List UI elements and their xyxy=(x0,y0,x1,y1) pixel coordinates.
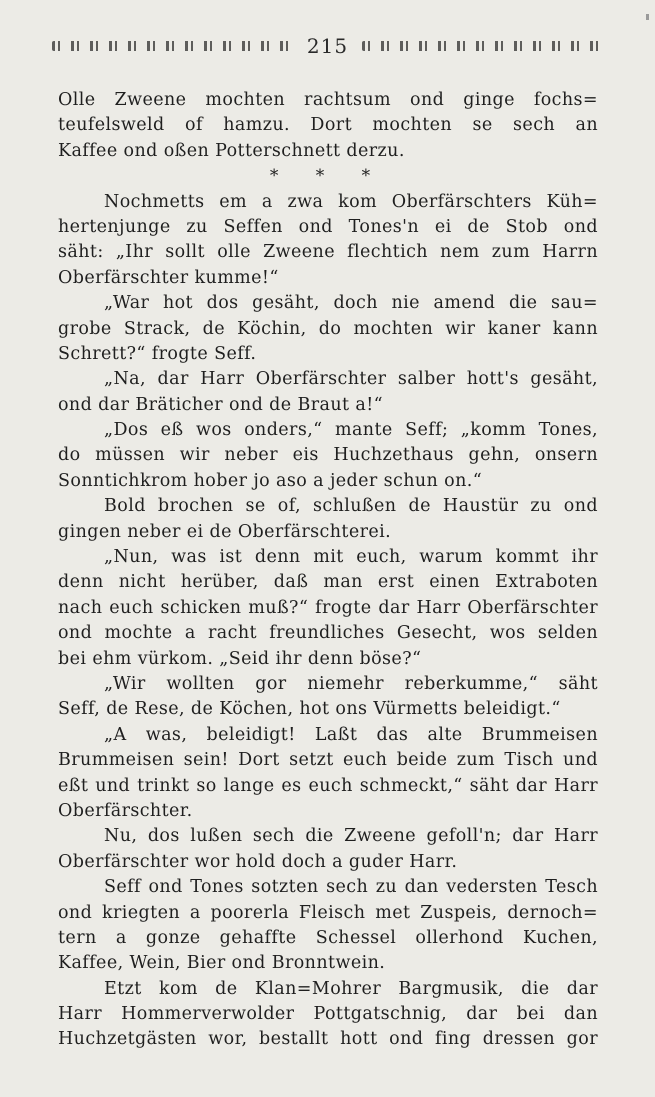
text-line: do müssen wir neber eis Huchzethaus gehn, onsern xyxy=(58,445,598,466)
text-line: Schrett?“ frogte Seff. xyxy=(58,343,257,364)
text-line: Harr Hommerverwolder Pottgatschnig, dar bei dan xyxy=(58,1004,598,1025)
text-line: „War hot dos gesäht, doch nie amend die sau= xyxy=(104,293,598,314)
text-line: säht: „Ihr sollt olle Zweene flechtich nem zum Harrn xyxy=(58,242,598,263)
text-line: „Na, dar Harr Oberfärschter salber hott's gesäht, xyxy=(104,369,598,390)
text-line: hertenjunge zu Seffen ond Tones'n ei de Stob ond xyxy=(58,216,598,237)
text-line: Kaffee, Wein, Bier ond Bronntwein. xyxy=(58,953,386,974)
body-text xyxy=(58,88,598,1053)
text-line: Oberfärschter kumme!“ xyxy=(58,267,279,288)
page-header xyxy=(52,34,603,58)
page-edge-mark xyxy=(646,14,649,20)
text-line: Seff, de Rese, de Köchen, hot ons Vürmetts beleidigt.“ xyxy=(58,699,561,720)
text-line: gingen neber ei de Oberfärschterei. xyxy=(58,521,392,542)
text-line: Olle Zweene mochten rachtsum ond ginge fochs= xyxy=(58,90,598,110)
header-ornament-right xyxy=(362,41,603,51)
text-line: ond mochte a racht freundliches Gesecht, wos selden xyxy=(58,623,598,644)
text-line: Nochmetts em a zwa kom Oberfärschters Küh= xyxy=(104,191,598,212)
text-line: Etzt kom de Klan=Mohrer Bargmusik, die dar xyxy=(104,978,598,999)
text-line: „Wir wollten gor niemehr reberkumme,“ säht xyxy=(104,673,598,694)
text-line: Huchzetgästen wor, bestallt hott ond fing dressen gor xyxy=(58,1029,598,1050)
text-line: eßt und trinkt so lange es euch schmeckt,“ säht dar Harr xyxy=(58,775,598,796)
text-line: grobe Strack, de Köchin, do mochten wir kaner kann xyxy=(58,318,598,339)
text-line: Seff ond Tones sotzten sech zu dan vedersten Tesch xyxy=(104,877,598,898)
text-line: „Nun, was ist denn mit euch, warum kommt ihr xyxy=(104,547,598,568)
text-line: teufelsweld of hamzu. Dort mochten se sech an xyxy=(58,115,598,136)
header-ornament-left xyxy=(52,41,293,51)
text-line: denn nicht herüber, daß man erst einen Extraboten xyxy=(58,572,598,593)
text-line: „A was, beleidigt! Laßt das alte Brummeisen xyxy=(104,724,598,745)
text-line: Brummeisen sein! Dort setzt euch beide zum Tisch und xyxy=(58,750,598,771)
text-line: Nu, dos lußen sech die Zweene gefoll'n; dar Harr xyxy=(104,826,598,847)
text-line: tern a gonze gehaffte Schessel ollerhond Kuchen, xyxy=(58,927,598,948)
text-line: bei ehm vürkom. „Seid ihr denn böse?“ xyxy=(58,648,422,669)
text-line: Bold brochen se of, schlußen de Haustür zu ond xyxy=(104,496,598,517)
page-number: 215 xyxy=(306,34,349,58)
text-line: Kaffee ond oßen Potterschnett derzu. xyxy=(58,140,405,161)
text-line: nach euch schicken muß?“ frogte dar Harr Oberfärschter xyxy=(58,597,598,618)
text-line: Sonntichkrom hober jo aso a jeder schun on.“ xyxy=(58,470,483,491)
text-line: Oberfärschter. xyxy=(58,800,193,821)
text-line: Oberfärschter wor hold doch a guder Harr. xyxy=(58,851,458,872)
text-line: ond dar Bräticher ond de Braut a!“ xyxy=(58,394,384,415)
text-line: ond kriegten a poorerla Fleisch met Zuspeis, dernoch= xyxy=(58,902,598,923)
section-separator: * * * xyxy=(269,166,387,187)
text-line: „Dos eß wos onders,“ mante Seff; „komm Tones, xyxy=(104,420,598,441)
